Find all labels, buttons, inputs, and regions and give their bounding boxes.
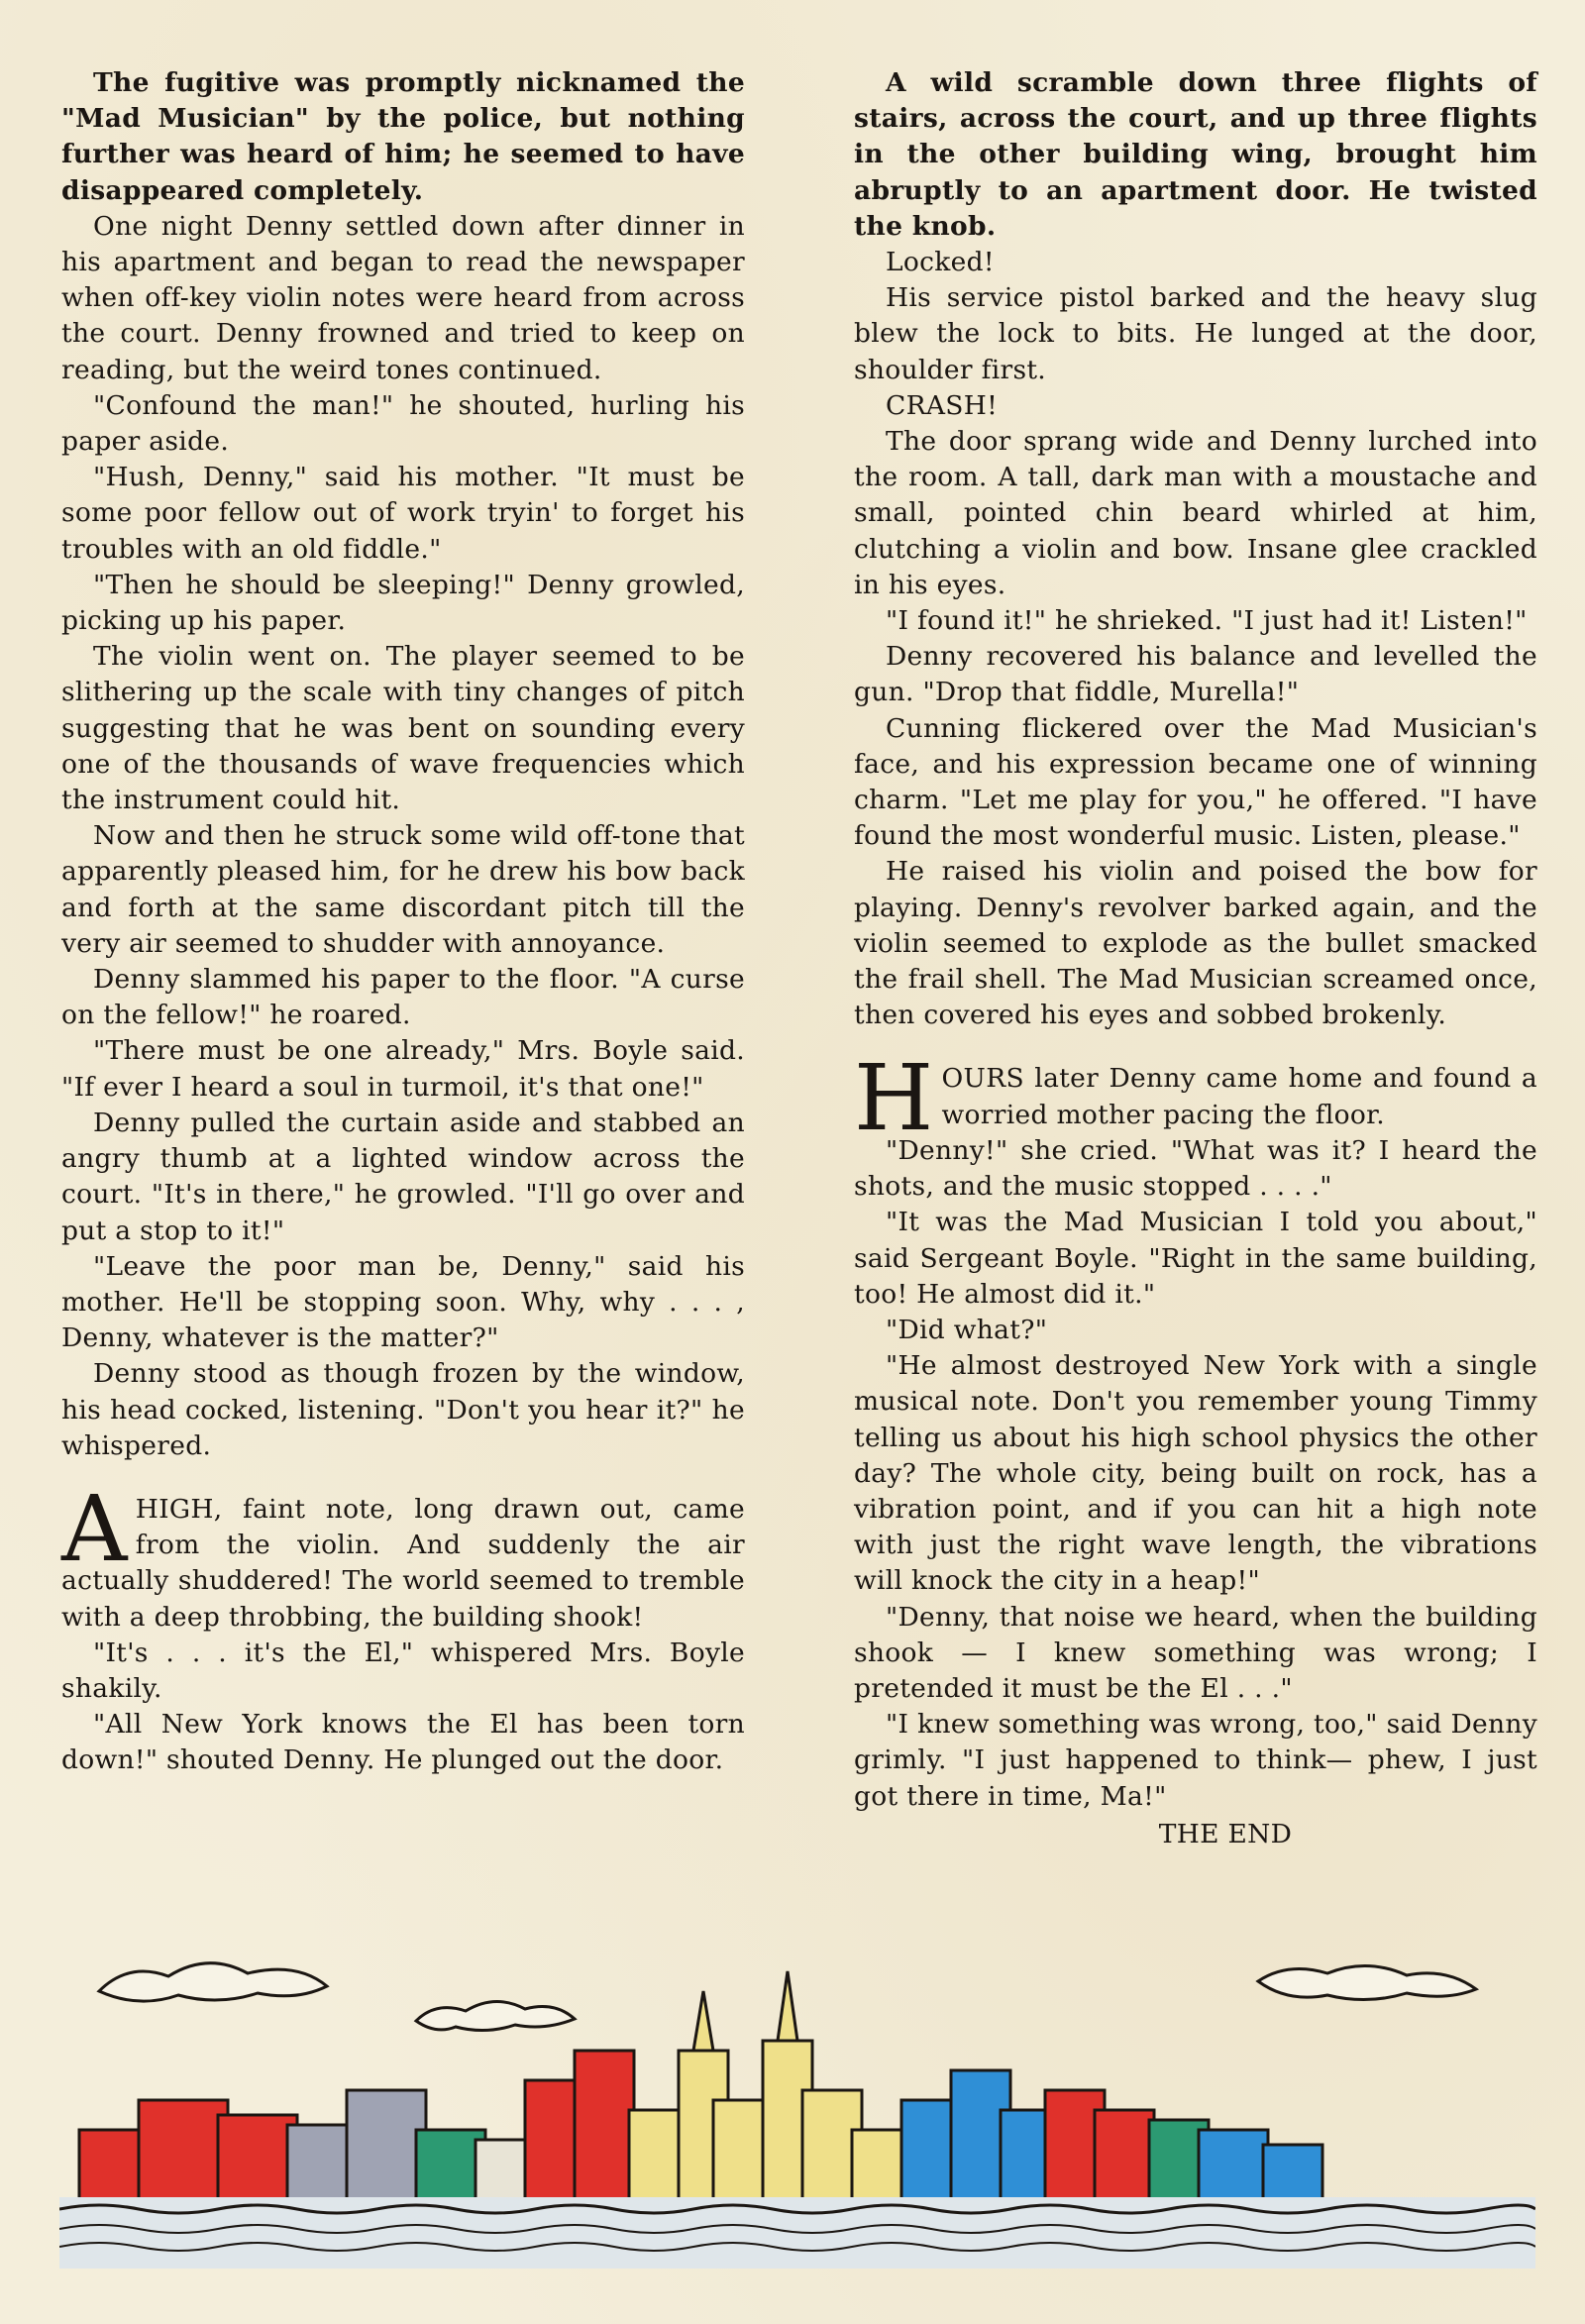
paragraph: "Confound the man!" he shouted, hurling his paper aside. [61,389,745,458]
paragraph: Denny stood as though frozen by the window, his head cocked, listening. "Don't you hear it?" he whispered. [61,1358,745,1461]
paragraph: Denny recovered his balance and levelled the gun. "Drop that fiddle, Murella!" [854,641,1537,708]
paragraph: "He almost destroyed New York with a single musical note. Don't you remember young Timmy telling us about his high school physics the other day? The whole city, being built on rock, has a vibration point, and if you can hit a high note with just the right wave length, the vibrations will knock the city in a heap!" [854,1350,1537,1597]
section-break-paragraph [61,1475,745,1636]
paragraph: The violin went on. The player seemed to be slithering up the scale with tiny changes of pitch suggesting that he was bent on sounding every one of the thousands of wave frequencies which the instrument could hit. [61,641,745,816]
paragraph: "Denny, that noise we heard, when the building shook — I knew something was wrong; I pretended it must be the El . . ." [854,1601,1537,1704]
paragraph: He raised his violin and poised the bow for playing. Denny's revolver barked again, and the violin seemed to explode as the bullet smacked the frail shell. The Mad Musician screamed once, then covered his eyes and sobbed brokenly. [854,856,1537,1031]
paragraph: One night Denny settled down after dinner in his apartment and began to read the newspaper when off-key violin notes were heard from across the court. Denny frowned and tried to keep on reading, but the weird tones continued. [61,210,745,385]
paragraph: "I knew something was wrong, too," said Denny grimly. "I just happened to think— phew, I just got there in time, Ma!" [854,1709,1537,1812]
paragraph-text: OURS later Denny came home and found a worried mother pacing the floor. [941,1063,1537,1130]
paragraph: "Denny!" she cried. "What was it? I heard the shots, and the music stopped . . . ." [854,1134,1537,1203]
paragraph: Now and then he struck some wild off-tone that apparently pleased him, for he drew his bow back and forth at the same discordant pitch till the very air seemed to shudder with annoyance. [61,820,745,959]
paragraph: His service pistol barked and the heavy slug blew the lock to bits. He lunged at the door, shoulder first. [854,282,1537,385]
paragraph: "Leave the poor man be, Denny," said his mother. He'll be stopping soon. Why, why . . . , Denny, whatever is the matter?" [61,1250,745,1354]
paragraph: Denny pulled the curtain aside and stabbed an angry thumb at a lighted window across the court. "It's in there," he growled. "I'll go over and put a stop to it!" [61,1107,745,1246]
drop-cap: H [854,1045,934,1152]
section-break-paragraph [854,1045,1537,1152]
paragraph: CRASH! [886,389,999,421]
paragraph: "Did what?" [886,1314,1048,1345]
paragraph: Denny slammed his paper to the floor. "A curse on the fellow!" he roared. [61,964,745,1031]
drop-cap: A [61,1475,128,1582]
paragraph: A wild scramble down three flights of stairs, across the court, and up three flights in the other building wing, brought him abruptly to an apartment door. He twisted the knob. [854,67,1537,242]
right-column [854,65,1537,1852]
left-column [61,65,745,1779]
paragraph: Locked! [886,247,995,278]
paragraph-text: HIGH, faint note, long drawn out, came from the violin. And suddenly the air actually shuddered! The world seemed to tremble with a deep throbbing, the building shook! [61,1493,745,1633]
paragraph: The door sprang wide and Denny lurched into the room. A tall, dark man with a moustache and small, pointed chin beard whirled at him, clutching a violin and bow. Insane glee crackled in his eyes. [854,426,1537,600]
the-end-label: THE END [1158,1818,1293,1849]
paragraph: "It was the Mad Musician I told you about," said Sergeant Boyle. "Right in the same building, too! He almost did it." [854,1207,1537,1310]
buildings [79,2041,1322,2199]
paragraph: Cunning flickered over the Mad Musician's face, and his expression became one of winning charm. "Let me play for you," he offered. "I have found the most wonderful music. Listen, please." [854,712,1537,852]
spires [693,1971,797,2051]
water [59,2197,1535,2269]
paragraph: The fugitive was promptly nicknamed the "Mad Musician" by the police, but nothing further was heard of him; he seemed to have disappeared completely. [61,67,745,206]
paragraph: "Hush, Denny," said his mother. "It must be some poor fellow out of work tryin' to forget his troubles with an old fiddle." [61,462,745,565]
paragraph: "It's . . . it's the El," whispered Mrs. Boyle shakily. [61,1637,745,1704]
paragraph: "There must be one already," Mrs. Boyle said. "If ever I heard a soul in turmoil, it's that one!" [61,1035,745,1103]
paragraph: "Then he should be sleeping!" Denny growled, picking up his paper. [61,569,745,637]
paragraph: "I found it!" he shrieked. "I just had it! Listen!" [886,605,1528,637]
city-skyline-illustration [59,1932,1535,2269]
paragraph: "All New York knows the El has been torn down!" shouted Denny. He plunged out the door. [61,1709,745,1776]
